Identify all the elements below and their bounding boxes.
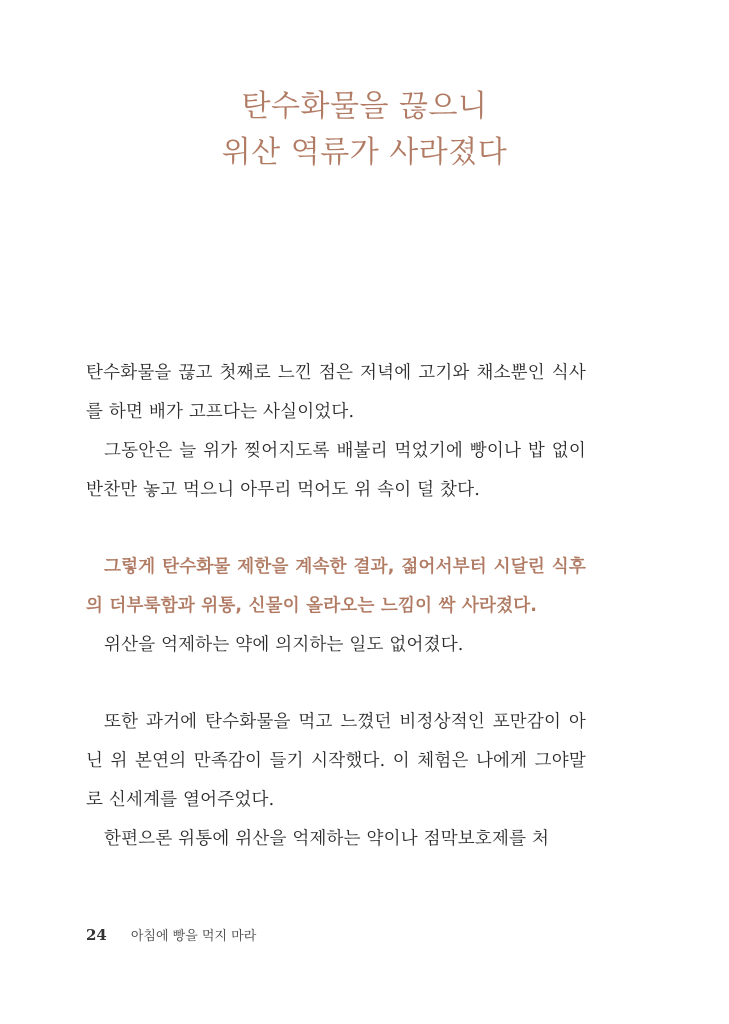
- running-book-title: 아침에 빵을 먹지 마라: [130, 929, 257, 944]
- paragraph-4: 위산을 억제하는 약에 의지하는 일도 없어졌다.: [104, 635, 464, 655]
- body-text: [86, 354, 586, 859]
- chapter-title-line-2: 위산 역류가 사라졌다: [221, 135, 508, 170]
- page-number: 24: [86, 926, 107, 944]
- page-footer: [86, 925, 256, 944]
- emphasized-paragraph: 그렇게 탄수화물 제한을 계속한 결과, 젊어서부터 시달린 식후의 더부룩함과 위통, 신물이 올라오는 느낌이 싹 사라졌다.: [86, 557, 586, 616]
- paragraph-6: 한편으론 위통에 위산을 억제하는 약이나 점막보호제를 처: [104, 829, 550, 849]
- paragraph-gap: [86, 665, 586, 703]
- chapter-title: [0, 84, 729, 176]
- paragraph-5: 또한 과거에 탄수화물을 먹고 느꼈던 비정상적인 포만감이 아닌 위 본연의 만족감이 들기 시작했다. 이 체험은 나에게 그야말로 신세계를 열어주었다.: [86, 712, 586, 810]
- paragraph-1: 탄수화물을 끊고 첫째로 느낀 점은 저녁에 고기와 채소뿐인 식사를 하면 배가 고프다는 사실이었다.: [86, 363, 586, 422]
- paragraph-gap: [86, 510, 586, 548]
- chapter-title-line-1: 탄수화물을 끊으니: [241, 89, 488, 124]
- paragraph-2: 그동안은 늘 위가 찢어지도록 배불리 먹었기에 빵이나 밥 없이 반찬만 놓고 먹으니 아무리 먹어도 위 속이 덜 찼다.: [86, 441, 586, 500]
